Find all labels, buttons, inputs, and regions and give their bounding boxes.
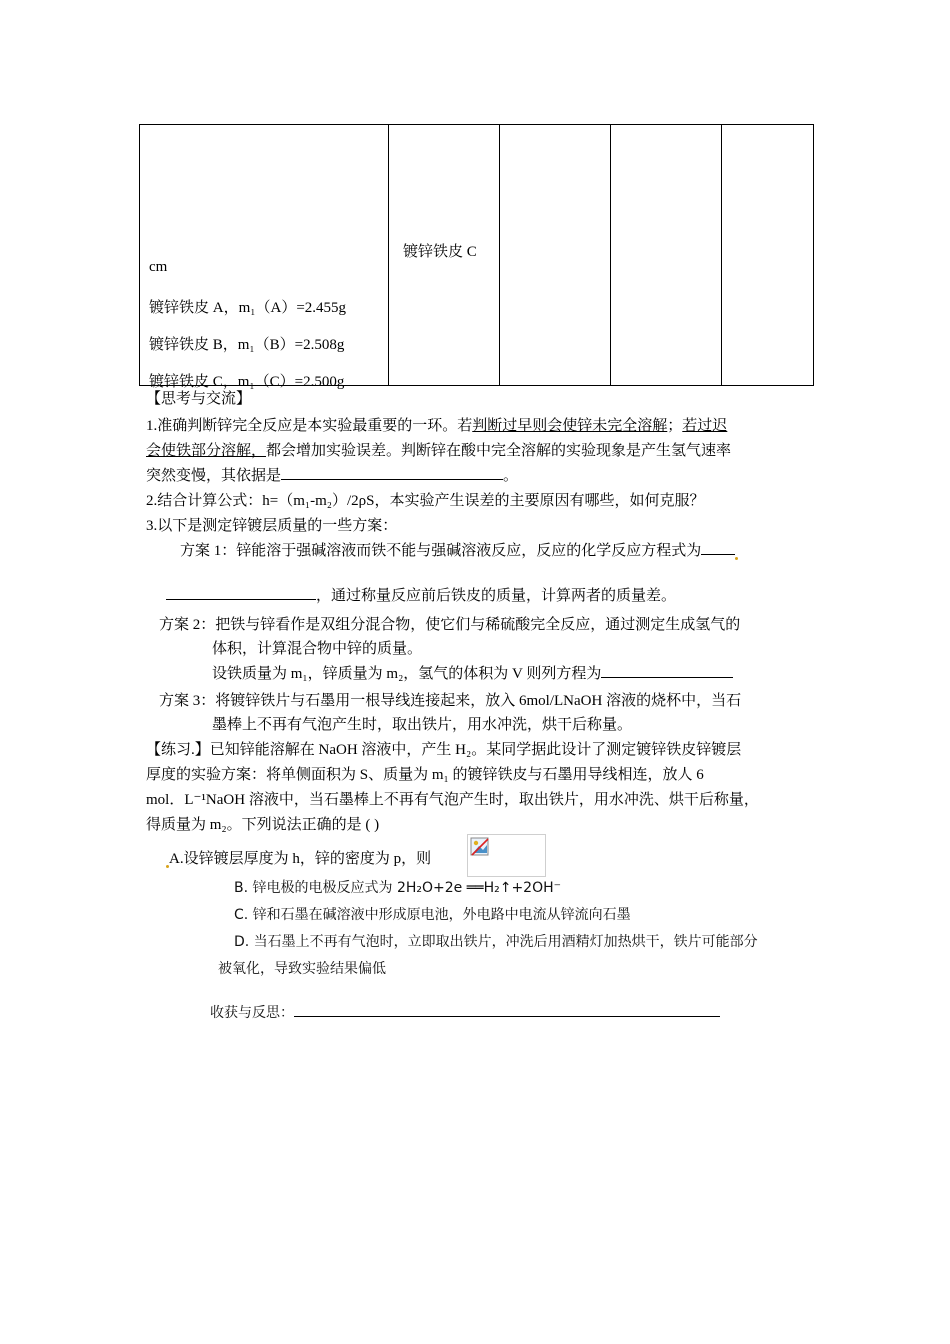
- data-table: [139, 124, 814, 390]
- q2-text: 2.结合计算公式：h=（m₁-m₂）/2ρS，本实验产生误差的主要原因有哪些，如何克服？: [146, 493, 705, 509]
- cell-line-unit: cm: [149, 259, 168, 275]
- practice-line3: mol．L⁻¹NaOH 溶液中，当石墨棒上不再有气泡产生时，取出铁片，用水冲洗、烘干后称量，: [146, 792, 759, 808]
- q1-answer-blank[interactable]: [281, 464, 503, 480]
- q1-prefix: 1.准确判断锌完全反应是本实验最重要的一环。若: [146, 418, 473, 434]
- cell-line-sample-b: 镀锌铁皮 B，m₁（B）=2.508g: [149, 337, 345, 353]
- reflection-answer-blank[interactable]: [294, 1001, 720, 1017]
- option-a-text: A.设锌镀层厚度为 h，锌的密度为 p，则: [169, 851, 432, 867]
- q1-rest: 都会增加实验误差。判断锌在酸中完全溶解的实验现象是产生氢气速率: [266, 443, 732, 459]
- q1-underline-late-2: 会使铁部分溶解，: [146, 443, 267, 459]
- option-b[interactable]: B. 锌电极的电极反应式为 2H₂O+2e ══H₂↑+2OH⁻: [234, 880, 562, 896]
- q1-line3: [146, 464, 518, 485]
- anchor-mark-icon: [735, 557, 738, 560]
- table-cell-empty: [611, 125, 722, 386]
- plan1-line2: [166, 584, 676, 605]
- q1-line1: [146, 414, 727, 435]
- table-cell-samples: [140, 125, 389, 390]
- formula-image-placeholder: [467, 834, 546, 877]
- option-d-line1[interactable]: D. 当石墨上不再有气泡时，立即取出铁片，冲洗后用酒精灯加热烘干，铁片可能部分: [234, 934, 758, 950]
- table-row: [140, 125, 814, 386]
- plan2-equation-blank[interactable]: [601, 662, 733, 678]
- option-c[interactable]: C. 锌和石墨在碱溶液中形成原电池，外电路中电流从锌流向石墨: [234, 907, 631, 923]
- practice-line1: 【练习.】已知锌能溶解在 NaOH 溶液中，产生 H₂。某同学据此设计了测定镀锌铁皮锌镀层: [146, 742, 742, 758]
- plan2-equation-label: 设铁质量为 m₁，锌质量为 m₂，氢气的体积为 V 则列方程为: [212, 666, 602, 682]
- table-cell-empty: [722, 125, 814, 386]
- table-cell-empty: [500, 125, 611, 386]
- q1-underline-late: 若过迟: [682, 418, 728, 434]
- option-a[interactable]: [166, 847, 431, 868]
- practice-line4: 得质量为 m₂。下列说法正确的是 ( ): [146, 817, 380, 833]
- plan3-line1: 方案 3：将镀锌铁片与石墨用一根导线连接起来，放入 6mol/LNaOH 溶液的烧杯中，当石: [159, 693, 742, 709]
- q1-end: 。: [503, 468, 519, 484]
- q1-basis-label: 突然变慢，其依据是: [146, 468, 282, 484]
- plan1-text: 方案 1：锌能溶于强碱溶液而铁不能与强碱溶液反应，反应的化学反应方程式为: [180, 543, 702, 559]
- plan1-equation-blank-2[interactable]: [166, 584, 316, 600]
- section-heading-think: 【思考与交流】: [146, 391, 252, 407]
- q1-underline-early: 判断过早则会使锌未完全溶解: [472, 418, 668, 434]
- q1-line2: [146, 439, 731, 460]
- option-d-line2: 被氧化，导致实验结果偏低: [218, 961, 386, 977]
- cell-line-sample-c: 镀锌铁皮 C，m₁（C）=2.500g: [149, 374, 345, 390]
- plan3-line2: 墨棒上不再有气泡产生时，取出铁片，用水冲洗，烘干后称量。: [212, 717, 633, 733]
- plan1-text-2: ，通过称量反应前后铁皮的质量，计算两者的质量差。: [316, 588, 677, 604]
- plan1-line1: [180, 539, 738, 560]
- q3-text: 3.以下是测定锌镀层质量的一些方案：: [146, 518, 398, 534]
- plan2-line1: 方案 2：把铁与锌看作是双组分混合物，使它们与稀硫酸完全反应，通过测定生成氢气的: [159, 617, 741, 633]
- broken-image-icon: [470, 837, 490, 857]
- q1-semicolon: ；: [667, 418, 683, 434]
- plan1-equation-blank[interactable]: [701, 539, 735, 555]
- table-cell-sample-c: [389, 125, 500, 386]
- reflection-label: 收获与反思：: [210, 1005, 294, 1021]
- cell-line-sample-a: 镀锌铁皮 A，m₁（A）=2.455g: [149, 300, 347, 316]
- plan2-line2: 体积，计算混合物中锌的质量。: [212, 641, 423, 657]
- plan2-line3: [212, 662, 733, 683]
- cell-label-c: 镀锌铁皮 C: [403, 244, 477, 260]
- practice-line2: 厚度的实验方案：将单侧面积为 S、质量为 m₁ 的镀锌铁皮与石墨用导线相连，放人 6: [146, 767, 704, 783]
- reflection-row: [210, 1001, 720, 1022]
